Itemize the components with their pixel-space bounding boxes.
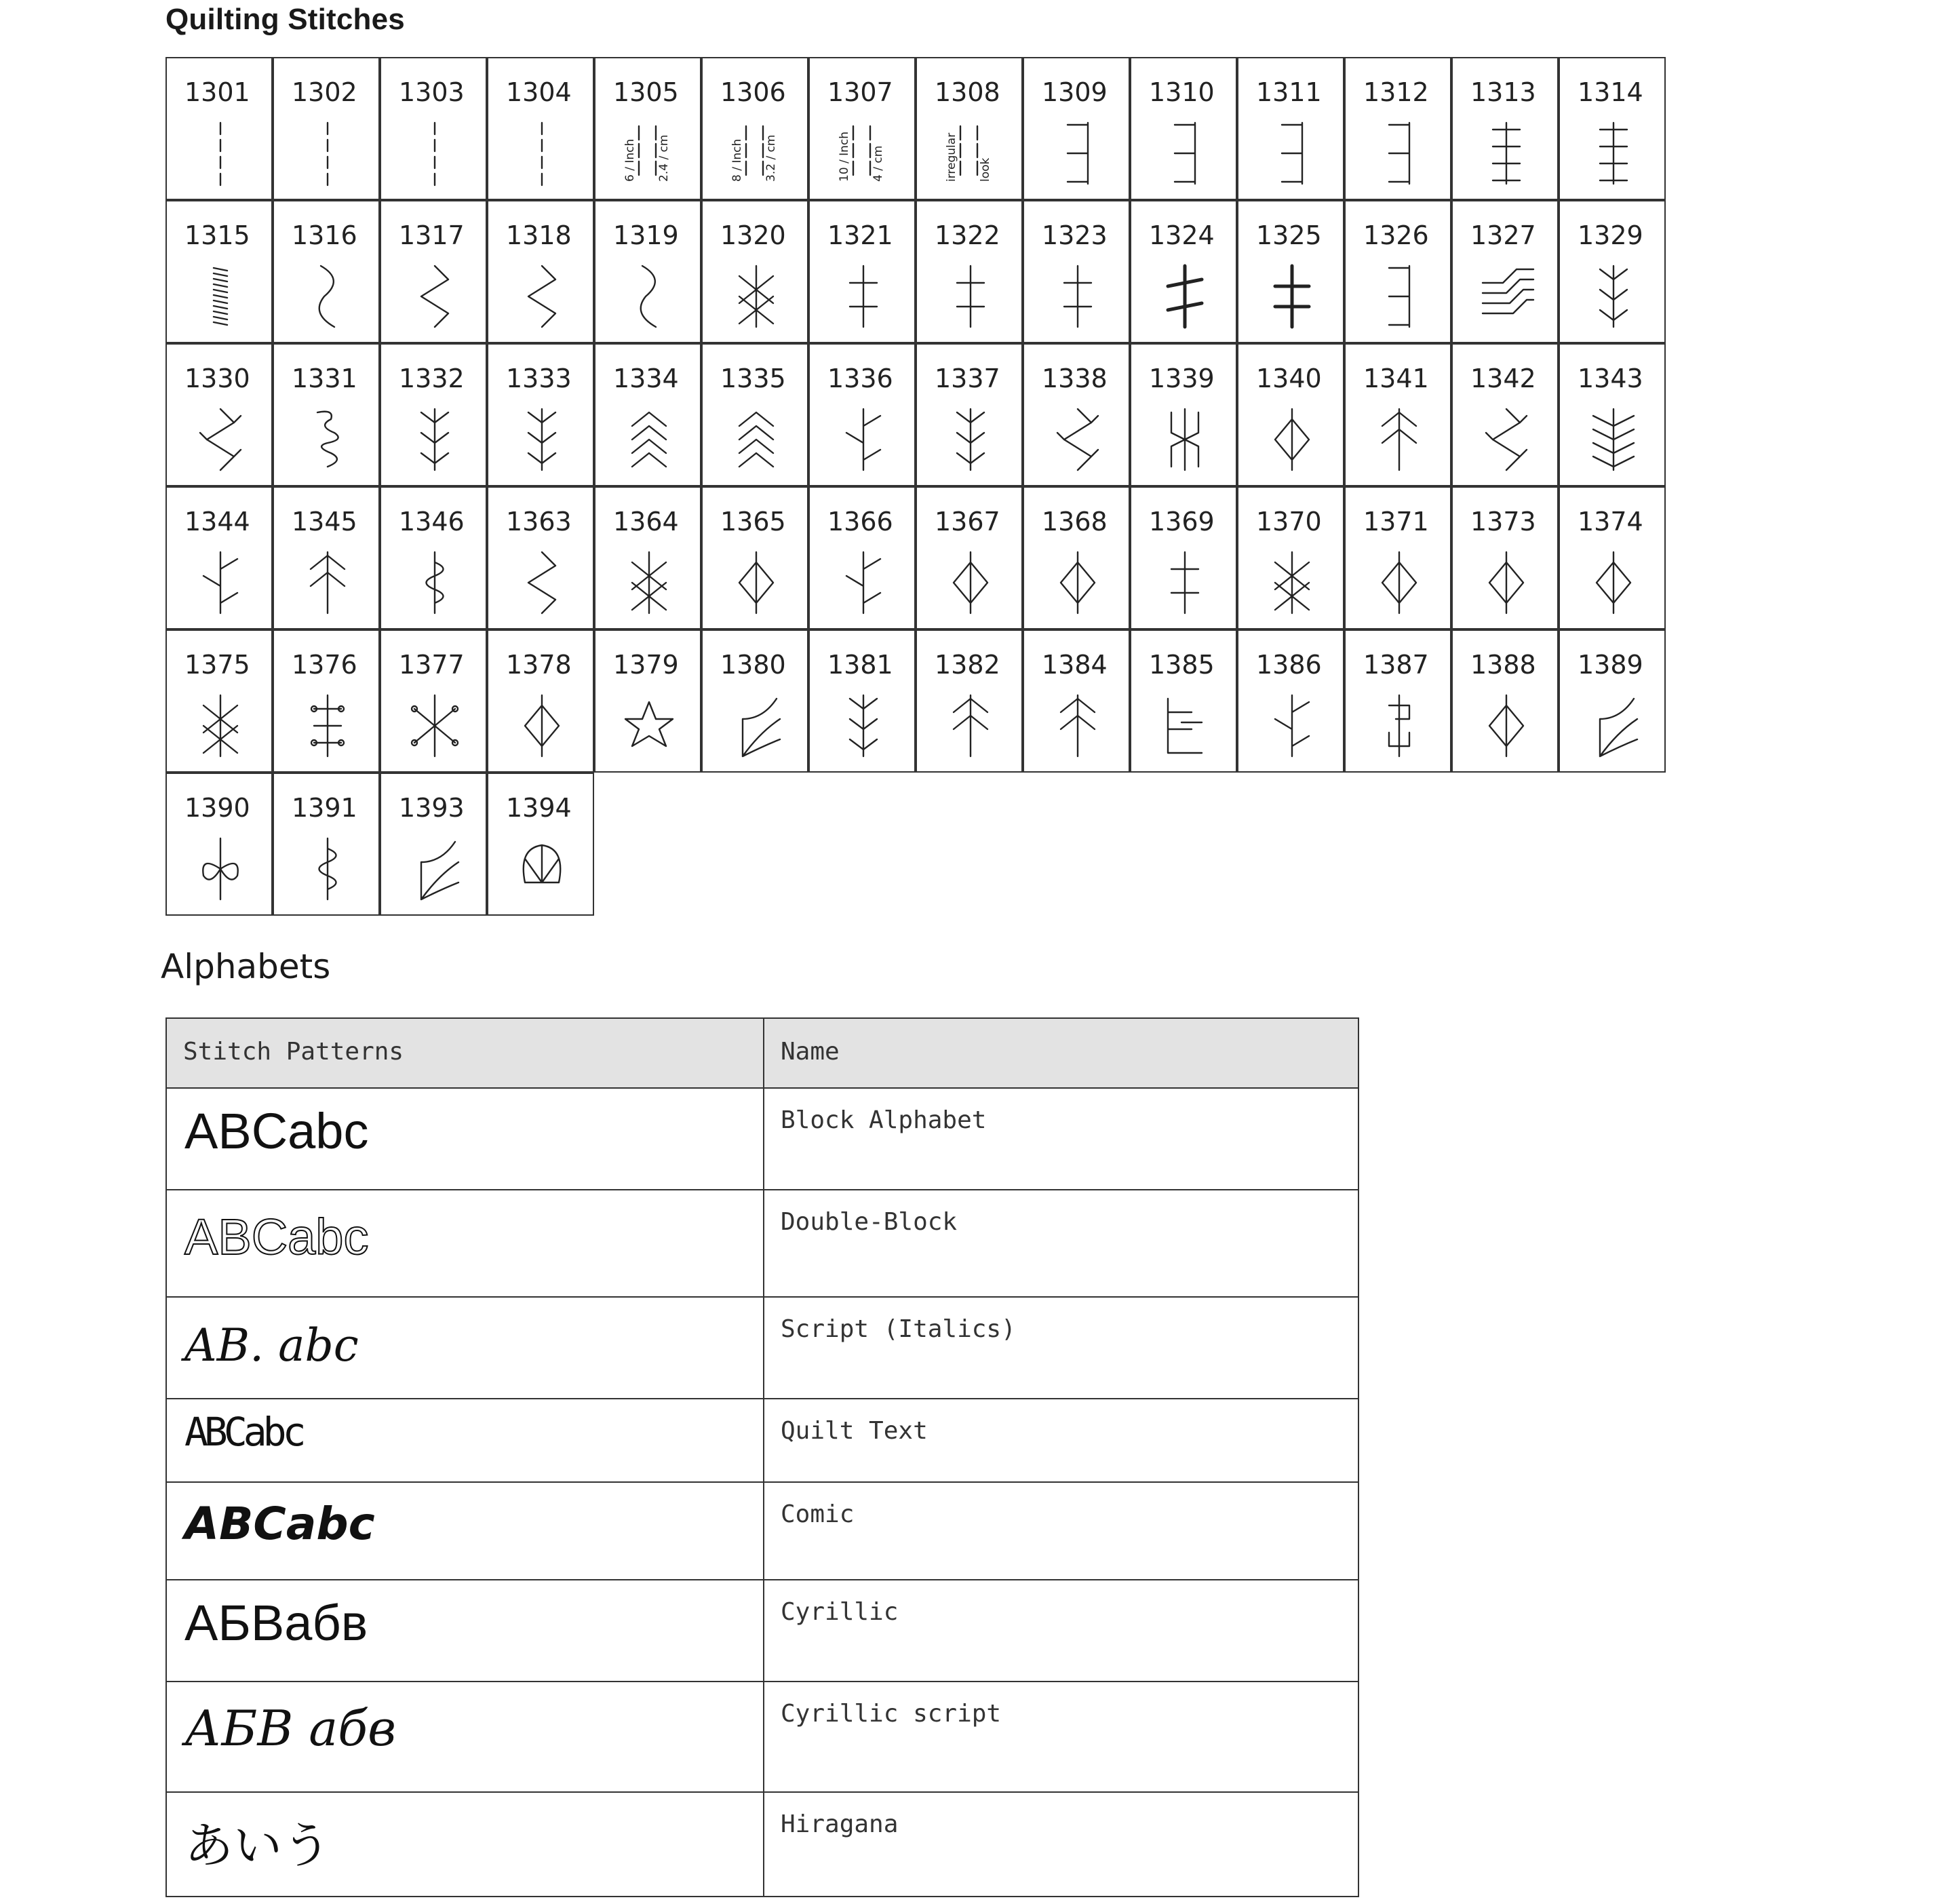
stitch-rate-label: 3.2 / cm (764, 134, 778, 182)
cross-stitch-icon (190, 692, 251, 760)
zigzag-stitch-icon (511, 263, 572, 330)
alphabet-name-cell (764, 1682, 1358, 1792)
alphabet-name-cell (764, 1190, 1358, 1297)
arrow-stitch-icon (297, 549, 358, 617)
stitch-cell (487, 773, 594, 916)
stitch-number: 1365 (720, 507, 786, 537)
fan-stitch-icon (1583, 692, 1644, 760)
stitch-number: 1334 (613, 364, 679, 393)
alphabet-name: Comic (781, 1500, 855, 1528)
alphabet-sample: ABCabc (184, 1103, 369, 1159)
stitch-number: 1388 (1470, 650, 1536, 680)
stitch-number: 1384 (1042, 650, 1108, 680)
stitch-number: 1321 (827, 220, 893, 250)
stitch-cell (808, 629, 916, 773)
stitch-number: 1364 (613, 507, 679, 537)
stitch-number: 1344 (184, 507, 250, 537)
stitch-number: 1313 (1470, 77, 1536, 107)
stitch-cell (1023, 343, 1130, 486)
stitch-number: 1336 (827, 364, 893, 393)
stitch-cell (1237, 200, 1344, 343)
stitch-cell (487, 200, 594, 343)
stitch-number: 1319 (613, 220, 679, 250)
stitch-cell (1237, 629, 1344, 773)
stitch-number: 1315 (184, 220, 250, 250)
stitch-cell (808, 486, 916, 629)
alphabet-sample: AB. abc (184, 1319, 359, 1372)
stitch-number: 1341 (1363, 364, 1429, 393)
alphabet-sample: ABCabc (184, 1209, 369, 1265)
stitch-number: 1339 (1149, 364, 1215, 393)
stitch-number: 1387 (1363, 650, 1429, 680)
stitch-patterns-header: Stitch Patterns (166, 1018, 764, 1088)
stitch-cell (701, 57, 808, 200)
stitch-cell (916, 486, 1023, 629)
stitch-rate-label: 6 / Inch (623, 138, 637, 182)
stitch-cell (1559, 629, 1666, 773)
straight-stitch-icon (190, 119, 251, 187)
star-stitch-icon (619, 692, 680, 760)
alphabet-name: Block Alphabet (781, 1106, 987, 1134)
stitch-cell (273, 486, 380, 629)
diamond-stitch-icon (1583, 549, 1644, 617)
stitch-cell (1237, 57, 1344, 200)
alphabet-sample: ABCabc (184, 1498, 375, 1550)
bar-stitch-icon (1261, 263, 1323, 330)
cross-line-stitch-icon (1047, 263, 1108, 330)
cross-line-stitch-icon (1154, 549, 1215, 617)
branch-stitch-icon (1261, 692, 1323, 760)
alphabet-row (166, 1580, 1358, 1682)
stitch-number: 1376 (292, 650, 357, 680)
stitch-number: 1363 (506, 507, 572, 537)
stitch-number: 1382 (935, 650, 1000, 680)
alphabet-name-cell (764, 1399, 1358, 1482)
hand-look-stitch-icon (619, 119, 680, 187)
wave-stitch-icon (619, 263, 680, 330)
stitch-cell (1023, 200, 1130, 343)
straight-stitch-icon (297, 119, 358, 187)
stitch-cell (487, 57, 594, 200)
stitch-rate-label: irregular (945, 132, 958, 182)
stitch-cell (1023, 629, 1130, 773)
diamond-stitch-icon (1476, 692, 1537, 760)
stitch-number: 1379 (613, 650, 679, 680)
stitch-number: 1338 (1042, 364, 1108, 393)
blanket-stitch-icon (1261, 119, 1323, 187)
stitch-number: 1386 (1256, 650, 1322, 680)
stitch-cell (273, 57, 380, 200)
diamond-stitch-icon (940, 549, 1001, 617)
alphabet-row (166, 1792, 1358, 1897)
alphabet-name-cell (764, 1297, 1358, 1399)
herringbone-stitch-icon (1583, 406, 1644, 473)
alphabet-name-cell (764, 1792, 1358, 1897)
diamond-stitch-icon (511, 692, 572, 760)
stitch-number: 1304 (506, 77, 572, 107)
stitch-cell (380, 200, 487, 343)
stitch-number: 1329 (1578, 220, 1643, 250)
stitch-cell (1451, 57, 1559, 200)
greek-key-stitch-icon (1369, 692, 1430, 760)
stitch-cell (594, 629, 701, 773)
cross-stitch-icon (1261, 549, 1323, 617)
snowflake-stitch-icon (404, 692, 465, 760)
stitch-cell (1237, 486, 1344, 629)
stitch-number: 1314 (1578, 77, 1643, 107)
stitch-cell (1559, 486, 1666, 629)
branch-stitch-icon (833, 406, 894, 473)
feather-stitch-icon (404, 406, 465, 473)
stitch-cell (165, 629, 273, 773)
stitch-cell (1344, 200, 1451, 343)
stitch-number: 1380 (720, 650, 786, 680)
stitch-cell (165, 200, 273, 343)
stitch-pattern-cell (166, 1190, 764, 1297)
stitch-number: 1389 (1578, 650, 1643, 680)
stitch-number: 1307 (827, 77, 893, 107)
stitch-cell (916, 200, 1023, 343)
stitch-number: 1391 (292, 793, 357, 823)
stitch-cell (1130, 57, 1237, 200)
stitch-cell (701, 486, 808, 629)
stitch-number: 1337 (935, 364, 1000, 393)
stitch-pattern-cell (166, 1482, 764, 1580)
arrow-stitch-icon (1047, 692, 1108, 760)
alphabet-row (166, 1482, 1358, 1580)
alphabet-name-cell (764, 1482, 1358, 1580)
stitch-cell (1130, 629, 1237, 773)
fan-stitch-icon (404, 835, 465, 903)
stitch-number: 1366 (827, 507, 893, 537)
stitch-number: 1331 (292, 364, 357, 393)
blanket-stitch-icon (1369, 119, 1430, 187)
stitch-cell (273, 200, 380, 343)
double-blanket-stitch-icon (1476, 119, 1537, 187)
stitch-cell (165, 773, 273, 916)
alphabet-sample: ABCabc (184, 1409, 302, 1455)
stitch-number: 1374 (1578, 507, 1643, 537)
stitch-cell (1023, 57, 1130, 200)
trident-stitch-icon (1154, 406, 1215, 473)
stitch-cell (1130, 486, 1237, 629)
chevron-stitch-icon (619, 406, 680, 473)
stitch-cell (594, 200, 701, 343)
stitch-number: 1381 (827, 650, 893, 680)
stitch-pattern-cell (166, 1682, 764, 1792)
hand-look-stitch-icon (940, 119, 1001, 187)
stitch-number: 1335 (720, 364, 786, 393)
stitch-number: 1317 (399, 220, 465, 250)
alphabet-name: Cyrillic script (781, 1700, 1002, 1728)
stitch-number: 1367 (935, 507, 1000, 537)
blanket-stitch-icon (1369, 263, 1430, 330)
alphabet-row (166, 1297, 1358, 1399)
straight-stitch-icon (511, 119, 572, 187)
stitch-cell (1130, 343, 1237, 486)
stitch-number: 1370 (1256, 507, 1322, 537)
stitch-number: 1305 (613, 77, 679, 107)
stitch-cell (487, 629, 594, 773)
stitch-cell (1130, 200, 1237, 343)
double-blanket-stitch-icon (1583, 119, 1644, 187)
alphabet-row (166, 1682, 1358, 1792)
stitch-rate-label: 2.4 / cm (657, 134, 671, 182)
stitch-pattern-cell (166, 1399, 764, 1482)
straight-stitch-icon (404, 119, 465, 187)
branch-stitch-icon (190, 549, 251, 617)
alphabet-sample: あいう (184, 1817, 332, 1874)
arrow-stitch-icon (1369, 406, 1430, 473)
stitch-cell (1344, 57, 1451, 200)
stitch-cell (165, 343, 273, 486)
stitch-number: 1377 (399, 650, 465, 680)
stitch-number: 1325 (1256, 220, 1322, 250)
stitch-number: 1368 (1042, 507, 1108, 537)
zigzag-feather-stitch-icon (1047, 406, 1108, 473)
stitch-cell (916, 57, 1023, 200)
stitch-cell (594, 486, 701, 629)
alphabet-sample: АБВ абв (184, 1700, 397, 1757)
stitch-cell (594, 57, 701, 200)
chevron-stitch-icon (726, 406, 787, 473)
stitch-number: 1333 (506, 364, 572, 393)
diamond-stitch-icon (1476, 549, 1537, 617)
stitch-cell (1451, 200, 1559, 343)
stitch-number: 1394 (506, 793, 572, 823)
alphabet-name: Double-Block (781, 1208, 958, 1236)
stitch-number: 1340 (1256, 364, 1322, 393)
stitch-number: 1306 (720, 77, 786, 107)
stitch-cell (273, 773, 380, 916)
stitch-cell (916, 629, 1023, 773)
slant-bar-stitch-icon (1154, 263, 1215, 330)
stitch-number: 1326 (1363, 220, 1429, 250)
alphabet-name: Quilt Text (781, 1417, 928, 1445)
alphabet-row (166, 1399, 1358, 1482)
arrow-stitch-icon (940, 692, 1001, 760)
stitch-cell (1451, 343, 1559, 486)
name-header: Name (764, 1018, 1358, 1088)
blanket-stitch-icon (1047, 119, 1108, 187)
stitch-number: 1371 (1363, 507, 1429, 537)
stitch-number: 1332 (399, 364, 465, 393)
stitch-rate-label: 4 / cm (872, 145, 885, 182)
stitch-number: 1373 (1470, 507, 1536, 537)
stitch-cell (380, 343, 487, 486)
stitch-cell (1451, 629, 1559, 773)
stitch-cell (1451, 486, 1559, 629)
feather-stitch-icon (833, 692, 894, 760)
stitch-cell (808, 200, 916, 343)
shell-stitch-icon (511, 835, 572, 903)
satin-stitch-icon (190, 263, 251, 330)
blanket-stitch-icon (1154, 119, 1215, 187)
stitch-number: 1342 (1470, 364, 1536, 393)
stitch-cell (487, 343, 594, 486)
cross-stitch-icon (619, 549, 680, 617)
stitch-cell (1344, 486, 1451, 629)
multi-line-stitch-icon (1476, 263, 1537, 330)
stitch-cell (1237, 343, 1344, 486)
stitch-number: 1378 (506, 650, 572, 680)
fan-stitch-icon (726, 692, 787, 760)
stitch-cell (487, 486, 594, 629)
cross-line-stitch-icon (940, 263, 1001, 330)
alphabets-table (165, 1017, 1359, 1897)
alphabet-name-cell (764, 1580, 1358, 1682)
stitch-number: 1390 (184, 793, 250, 823)
stitch-cell (165, 486, 273, 629)
leaf-stitch-icon (190, 835, 251, 903)
stitch-number: 1318 (506, 220, 572, 250)
stitch-number: 1310 (1149, 77, 1215, 107)
stitch-number: 1393 (399, 793, 465, 823)
zigzag-feather-stitch-icon (1476, 406, 1537, 473)
hand-look-stitch-icon (833, 119, 894, 187)
stitch-cell (916, 343, 1023, 486)
stitch-cell (165, 57, 273, 200)
hand-look-stitch-icon (726, 119, 787, 187)
feather-stitch-icon (940, 406, 1001, 473)
alphabet-sample: АБВабв (184, 1595, 368, 1651)
stitch-rate-label: look (979, 157, 992, 182)
stitch-number: 1320 (720, 220, 786, 250)
stitch-pattern-cell (166, 1297, 764, 1399)
stitch-cell (380, 486, 487, 629)
stitch-cell (808, 343, 916, 486)
stitch-cell (1344, 629, 1451, 773)
stitch-cell (1559, 57, 1666, 200)
stitch-cell (808, 57, 916, 200)
alphabet-name-cell (764, 1088, 1358, 1190)
stitch-cell (594, 343, 701, 486)
stitch-pattern-cell (166, 1580, 764, 1682)
cross-stitch-icon (726, 263, 787, 330)
stitch-number: 1327 (1470, 220, 1536, 250)
stitch-cell (1344, 343, 1451, 486)
stitch-number: 1309 (1042, 77, 1108, 107)
stitch-cell (701, 629, 808, 773)
alphabet-name: Hiragana (781, 1810, 899, 1838)
stitch-rate-label: 8 / Inch (730, 138, 744, 182)
stitch-number: 1385 (1149, 650, 1215, 680)
comb-stitch-icon (1154, 692, 1215, 760)
dot-bar-stitch-icon (297, 692, 358, 760)
stitch-number: 1330 (184, 364, 250, 393)
quilting-stitches-title: Quilting Stitches (165, 3, 405, 36)
stitch-number: 1324 (1149, 220, 1215, 250)
stitch-cell (380, 773, 487, 916)
stitch-number: 1345 (292, 507, 357, 537)
stitch-cell (701, 200, 808, 343)
stitch-number: 1302 (292, 77, 357, 107)
stitch-pattern-cell (166, 1088, 764, 1190)
feather-stitch-icon (1583, 263, 1644, 330)
diamond-stitch-icon (726, 549, 787, 617)
diamond-stitch-icon (1047, 549, 1108, 617)
stitch-number: 1316 (292, 220, 357, 250)
alphabet-row (166, 1088, 1358, 1190)
stitch-number: 1343 (1578, 364, 1643, 393)
stitch-cell (380, 57, 487, 200)
diamond-stitch-icon (1261, 406, 1323, 473)
stitch-number: 1312 (1363, 77, 1429, 107)
stitch-number: 1346 (399, 507, 465, 537)
loop-stitch-icon (404, 549, 465, 617)
stitch-cell (380, 629, 487, 773)
alphabets-title: Alphabets (161, 947, 331, 986)
alphabet-name: Cyrillic (781, 1598, 899, 1626)
stitch-number: 1308 (935, 77, 1000, 107)
stitch-cell (701, 343, 808, 486)
wave-stitch-icon (297, 263, 358, 330)
zigzag-stitch-icon (511, 549, 572, 617)
alphabet-row (166, 1190, 1358, 1297)
stitch-number: 1369 (1149, 507, 1215, 537)
loop-stitch-icon (297, 835, 358, 903)
stitch-pattern-cell (166, 1792, 764, 1897)
stitch-number: 1303 (399, 77, 465, 107)
stipple-stitch-icon (297, 406, 358, 473)
stitch-rate-label: 10 / Inch (838, 131, 851, 182)
stitch-cell (273, 629, 380, 773)
branch-stitch-icon (833, 549, 894, 617)
stitch-cell (1023, 486, 1130, 629)
stitch-number: 1322 (935, 220, 1000, 250)
stitch-number: 1301 (184, 77, 250, 107)
alphabet-name: Script (Italics) (781, 1315, 1016, 1343)
zigzag-feather-stitch-icon (190, 406, 251, 473)
stitch-cell (1559, 343, 1666, 486)
stitch-number: 1375 (184, 650, 250, 680)
cross-line-stitch-icon (833, 263, 894, 330)
diamond-stitch-icon (1369, 549, 1430, 617)
stitch-cell (1559, 200, 1666, 343)
feather-stitch-icon (511, 406, 572, 473)
stitch-number: 1311 (1256, 77, 1322, 107)
alphabets-header-row (166, 1018, 1358, 1088)
zigzag-stitch-icon (404, 263, 465, 330)
stitch-number: 1323 (1042, 220, 1108, 250)
stitch-cell (273, 343, 380, 486)
